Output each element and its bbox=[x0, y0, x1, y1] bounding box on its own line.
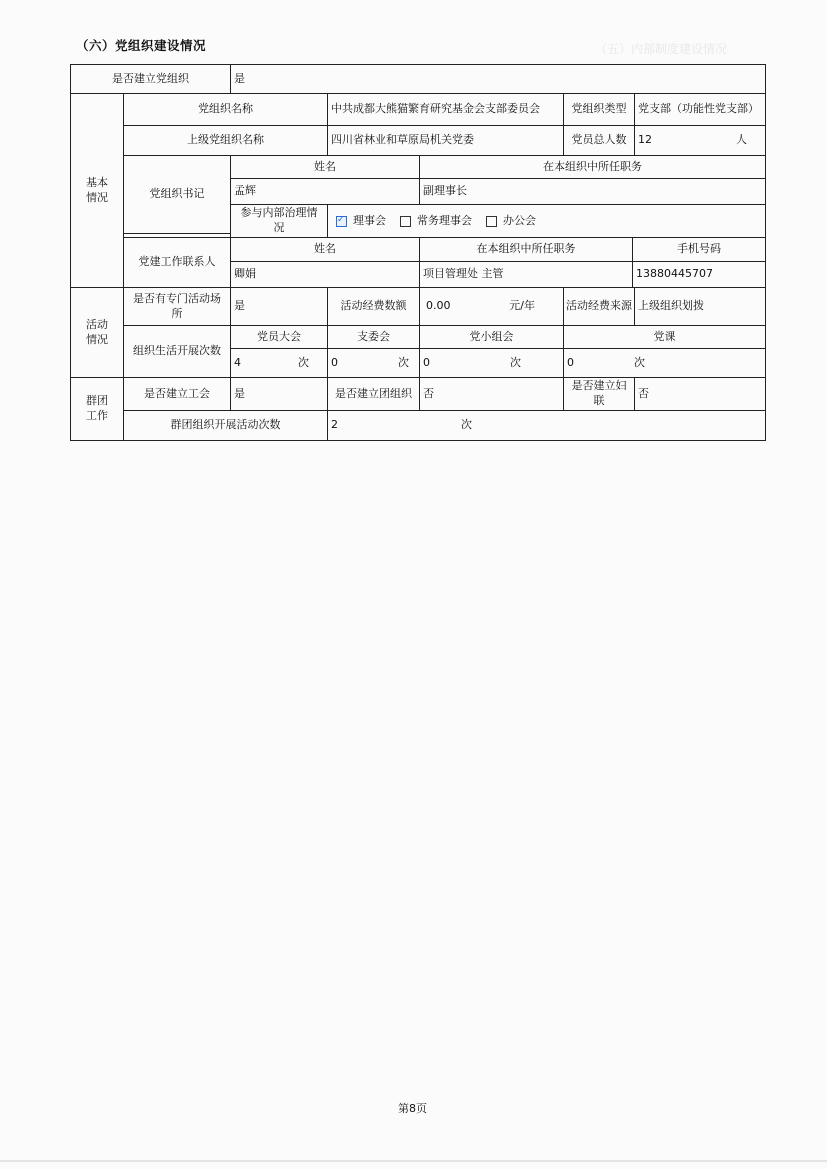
org-life-label: 组织生活开展次数 bbox=[123, 325, 231, 378]
venue-label: 是否有专门活动场所 bbox=[123, 287, 231, 326]
life-value-party-lecture: 0 次 bbox=[563, 348, 766, 378]
parent-org-label: 上级党组织名称 bbox=[123, 125, 328, 156]
checked-checkbox-icon[interactable] bbox=[336, 216, 347, 227]
secretary-name-header: 姓名 bbox=[230, 155, 420, 179]
option-standing-council[interactable]: 常务理事会 bbox=[400, 214, 472, 229]
contact-label: 党建工作联系人 bbox=[123, 237, 231, 288]
life-value-group-meeting: 0 次 bbox=[419, 348, 564, 378]
contact-position-header: 在本组织中所任职务 bbox=[419, 237, 633, 262]
funds-value: 0.00 元/年 bbox=[419, 287, 564, 326]
life-value-committee: 0 次 bbox=[327, 348, 420, 378]
secretary-position-header: 在本组织中所任职务 bbox=[419, 155, 766, 179]
life-header-group-meeting: 党小组会 bbox=[419, 325, 564, 349]
contact-name-header: 姓名 bbox=[230, 237, 420, 262]
funds-source-label: 活动经费来源 bbox=[563, 287, 635, 326]
mass-section-label: 群团工作 bbox=[70, 377, 124, 441]
life-value-member-meeting: 4 次 bbox=[230, 348, 328, 378]
org-type-label: 党组织类型 bbox=[563, 93, 635, 126]
option-office-meeting[interactable]: 办公会 bbox=[486, 214, 536, 229]
women-value: 否 bbox=[634, 377, 766, 411]
mass-count-label: 群团组织开展活动次数 bbox=[123, 410, 328, 441]
contact-phone-header: 手机号码 bbox=[632, 237, 766, 262]
established-value: 是 bbox=[230, 64, 766, 94]
union-value: 是 bbox=[230, 377, 328, 411]
parent-org-value: 四川省林业和草原局机关党委 bbox=[327, 125, 564, 156]
org-type-value: 党支部（功能性党支部） bbox=[634, 93, 766, 126]
checkbox-icon[interactable] bbox=[486, 216, 497, 227]
women-label: 是否建立妇联 bbox=[563, 377, 635, 411]
life-header-committee: 支委会 bbox=[327, 325, 420, 349]
activity-section-label: 活动情况 bbox=[70, 287, 124, 378]
established-label: 是否建立党组织 bbox=[70, 64, 231, 94]
funds-label: 活动经费数额 bbox=[327, 287, 420, 326]
league-value: 否 bbox=[419, 377, 564, 411]
basic-section-label: 基本情况 bbox=[70, 93, 124, 288]
secretary-label: 党组织书记 bbox=[123, 155, 231, 234]
life-header-member-meeting: 党员大会 bbox=[230, 325, 328, 349]
page-edge-divider bbox=[0, 1160, 827, 1162]
checkbox-icon[interactable] bbox=[400, 216, 411, 227]
league-label: 是否建立团组织 bbox=[327, 377, 420, 411]
org-name-value: 中共成都大熊猫繁育研究基金会支部委员会 bbox=[327, 93, 564, 126]
contact-phone: 13880445707 bbox=[632, 261, 766, 288]
bleed-through-text: （五）内部制度建设情况 bbox=[595, 42, 728, 56]
secretary-name: 孟辉 bbox=[230, 178, 420, 205]
contact-position: 项目管理处 主管 bbox=[419, 261, 633, 288]
governance-label: 参与内部治理情况 bbox=[230, 204, 328, 238]
org-name-label: 党组织名称 bbox=[123, 93, 328, 126]
venue-value: 是 bbox=[230, 287, 328, 326]
union-label: 是否建立工会 bbox=[123, 377, 231, 411]
funds-source-value: 上级组织划拨 bbox=[634, 287, 766, 326]
mass-count-value: 2 次 bbox=[327, 410, 766, 441]
governance-options bbox=[327, 204, 766, 238]
life-header-party-lecture: 党课 bbox=[563, 325, 766, 349]
page-number: 第8页 bbox=[398, 1102, 427, 1115]
contact-name: 卿娟 bbox=[230, 261, 420, 288]
option-council[interactable]: ✓ 理事会 bbox=[336, 214, 386, 229]
section-title: （六）党组织建设情况 bbox=[76, 38, 207, 53]
members-value: 12 人 bbox=[634, 125, 766, 156]
members-label: 党员总人数 bbox=[563, 125, 635, 156]
secretary-position: 副理事长 bbox=[419, 178, 766, 205]
